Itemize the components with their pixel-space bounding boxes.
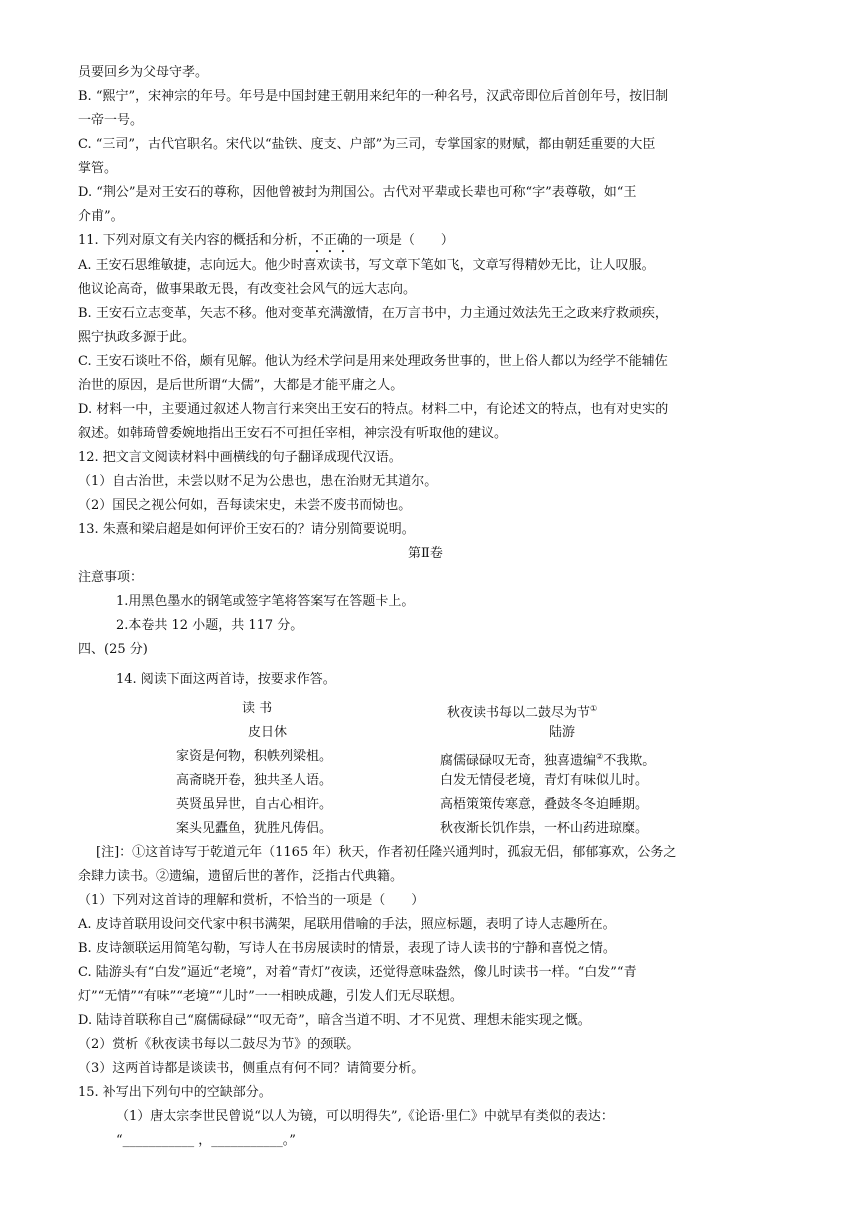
option-a-tail: 员要回乡为父母守孝。 (78, 65, 209, 80)
q14-option-b: B. 皮诗颔联运用简笔勾勒，写诗人在书房展读时的情景，表现了诗人读书的宁静和喜悦之情。 (78, 941, 616, 956)
q11-option-a-line2: 他议论高奇，做事果敢无畏，有改变社会风气的远大志向。 (78, 282, 417, 297)
q14-sub-2: （2）赏析《秋夜读书每以二鼓尽为节》的颈联。 (78, 1037, 360, 1052)
poem-note-line1: [注]：①这首诗写于乾道元年（1165 年）秋天，作者初任隆兴通判时，孤寂无侣，郁郁寡欢，公务之 (96, 845, 677, 860)
footnote-1-mark: ① (590, 704, 598, 713)
poem-2-line-3: 高梧策策传寒意，叠鼓冬冬迫睡期。 (440, 797, 649, 812)
option-d-line1: D. “荆公”是对王安石的尊称，因他曾被封为荆国公。古代对平辈或长辈也可称“字”表尊敬，如“王 (78, 185, 637, 200)
poem-1-title: 读 书 (242, 701, 273, 716)
question-12-sentence-2: （2）国民之视公何如，吾每读宋史，未尝不废书而恸也。 (78, 498, 412, 513)
poem-note-line2: 余肆力读书。②遗编，遗留后世的著作，泛指古代典籍。 (78, 869, 404, 884)
emphasis-not-correct: 不正确 (310, 233, 350, 248)
q11-option-c-line2: 治世的原因，是后世所谓“大儒”，大都是才能平庸之人。 (78, 378, 404, 393)
q14-option-c-line1: C. 陆游头有“白发”逼近“老境”，对着“青灯”夜读，还觉得意味盎然，像儿时读书一样。“白发”“青 (78, 965, 637, 980)
q14-sub-3: （3）这两首诗都是谈读书，侧重点有何不同？请简要分析。 (78, 1061, 425, 1076)
question-11-stem-pre: 11. 下列对原文有关内容的概括和分析， (78, 233, 311, 248)
q11-option-b-line1: B. 王安石立志变革，矢志不移。他对变革充满激情，在万言书中，力主通过效法先王之政来疗救顽疾， (78, 306, 668, 321)
question-11-stem (78, 232, 454, 256)
question-12-sentence-1: （1）自古治世，未尝以财不足为公患也，患在治财无其道尔。 (78, 474, 438, 489)
option-d-line2: 介甫”。 (78, 209, 124, 224)
poem-1-line-2: 高斋晓开卷，独共圣人语。 (176, 773, 333, 788)
poem-2-title-text: 秋夜读书每以二鼓尽为节 (447, 705, 591, 721)
notice-item-2: 2.本卷共 12 小题，共 117 分。 (116, 618, 304, 633)
question-14-stem: 14. 阅读下面这两首诗，按要求作答。 (116, 672, 336, 687)
poem-1-author: 皮日休 (248, 725, 288, 740)
poem-2-line-4: 秋夜渐长饥作祟，一杯山药进琼糜。 (440, 821, 649, 836)
option-b-line1: B. “熙宁”，宋神宗的年号。年号是中国封建王朝用来纪年的一种名号，汉武帝即位后首创年号，按旧制 (78, 89, 669, 104)
notice-item-1: 1.用黑色墨水的钢笔或签字笔将答案写在答题卡上。 (116, 594, 415, 609)
option-c-line1: C. “三司”，古代官职名。宋代以“盐铁、度支、户部”为三司，专掌国家的财赋，都由朝廷重要的大臣 (78, 137, 656, 152)
poem-1-line-3: 英贤虽异世，自古心相许。 (176, 797, 333, 812)
q11-option-d-line2: 叙述。如韩琦曾委婉地指出王安石不可担任宰相，神宗没有听取他的建议。 (78, 426, 508, 441)
q11-option-b-line2: 熙宁执政多源于此。 (78, 330, 196, 345)
poem-2-title (447, 700, 597, 722)
q14-sub-1: （1）下列对这首诗的理解和赏析，不恰当的一项是（ ） (78, 893, 425, 908)
poem-1-line-1: 家资是何物，积帙列梁柤。 (176, 749, 333, 764)
poem-2-author: 陆游 (549, 725, 576, 740)
q14-option-a: A. 皮诗首联用设问交代家中积书满架，尾联用借喻的手法，照应标题，表明了诗人志趣所在。 (78, 917, 616, 932)
q11-option-a-line1: A. 王安石思维敏捷，志向远大。他少时喜欢读书，写文章下笔如飞，文章写得精妙无比，让人叹服。 (78, 258, 655, 273)
q14-option-d: D. 陆诗首联称自己“腐儒碌碌”“叹无奇”，暗含当道不明、才不见赏、理想未能实现之慨。 (78, 1013, 591, 1028)
question-11-stem-post: 的一项是（ ） (349, 233, 454, 248)
poem-1-line-4: 案头见蠹鱼，犹胜凡俦侣。 (176, 821, 333, 836)
question-13-stem: 13. 朱熹和梁启超是如何评价王安石的？请分别简要说明。 (78, 522, 415, 537)
q11-option-d-line1: D. 材料一中，主要通过叙述人物言行来突出王安石的特点。材料二中，有论述文的特点，也有对史实的 (78, 402, 669, 417)
q14-option-c-line2: 灯”“无情”“有味”“老境”“儿时”一一相映成趣，引发人们无尽联想。 (78, 989, 463, 1004)
question-15-sentence-1: （1）唐太宗李世民曾说“以人为镜，可以明得失”,《论语·里仁》中就早有类似的表达： (116, 1109, 614, 1124)
question-15-blanks: “___________ ，___________。” (116, 1133, 296, 1148)
question-12-stem: 12. 把文言文阅读材料中画横线的句子翻译成现代汉语。 (78, 450, 402, 465)
section-four-heading: 四、(25 分) (78, 642, 148, 657)
footnote-2-mark: ② (596, 752, 604, 761)
poem-2-line-2: 白发无情侵老境，青灯有味似儿时。 (440, 773, 649, 788)
poem-2-line-1-tail: 不我欺。 (603, 753, 656, 769)
question-15-stem: 15. 补写出下列句中的空缺部分。 (78, 1085, 272, 1100)
part-2-title: 第Ⅱ卷 (408, 546, 443, 561)
option-c-line2: 掌管。 (78, 161, 118, 176)
poem-2-line-1 (440, 748, 655, 770)
q11-option-c-line1: C. 王安石谈吐不俗，颇有见解。他认为经术学问是用来处理政务世事的，世上俗人都以为经学不能辅佐 (78, 354, 668, 369)
option-b-line2: 一帝一号。 (78, 113, 144, 128)
notice-heading: 注意事项： (78, 570, 144, 585)
poem-2-line-1-text: 腐儒碌碌叹无奇，独喜遗编 (440, 753, 597, 769)
